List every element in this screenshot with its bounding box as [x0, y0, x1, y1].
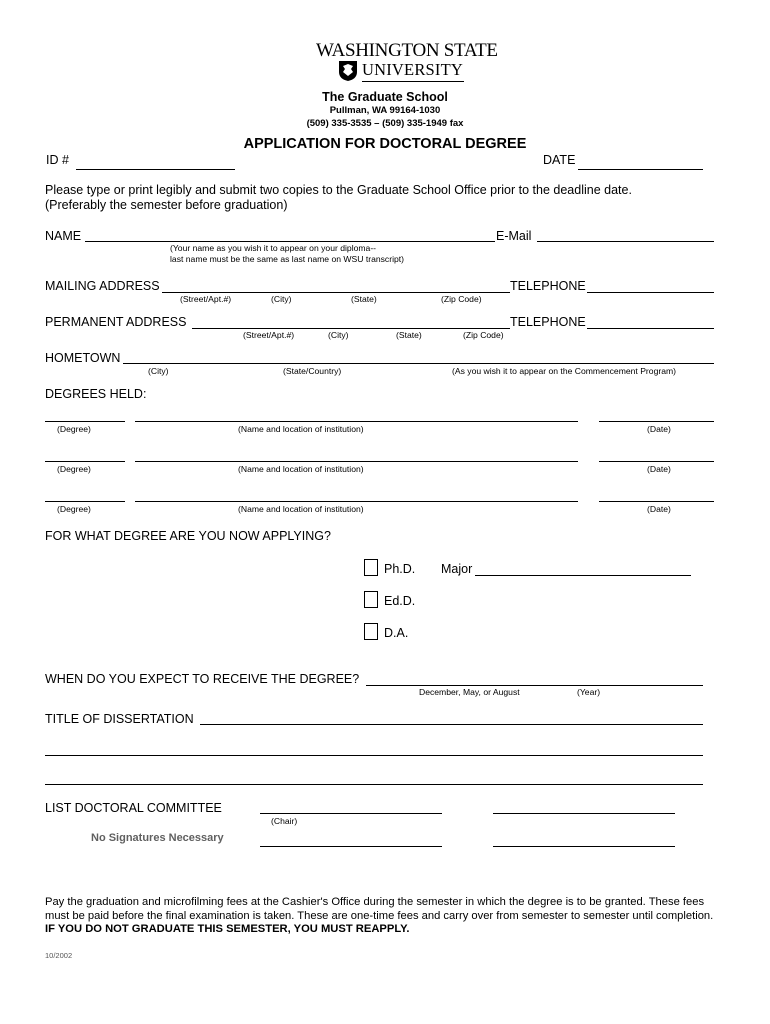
name-hint-1: (Your name as you wish it to appear on your diploma-- [170, 243, 377, 253]
committee-member-field-1[interactable] [493, 797, 675, 814]
mailing-street-hint: (Street/Apt.#) [180, 294, 232, 304]
institution-1-hint: (Name and location of institution) [238, 424, 364, 434]
permanent-state-hint: (State) [396, 330, 422, 340]
instructions-line-2: (Preferably the semester before graduation) [45, 198, 288, 212]
hometown-commencement-hint: (As you wish it to appear on the Commencement Program) [452, 366, 677, 376]
mailing-address-field[interactable] [162, 276, 510, 293]
hometown-city-hint: (City) [148, 366, 169, 376]
phd-checkbox[interactable] [364, 559, 378, 576]
permanent-zip-hint: (Zip Code) [463, 330, 504, 340]
major-label: Major [441, 562, 473, 576]
dissertation-title-field-3[interactable] [45, 768, 703, 785]
name-field[interactable] [85, 225, 495, 242]
dissertation-title-field-2[interactable] [45, 739, 703, 756]
fees-note-1: Pay the graduation and microfilming fees at the Cashier's Office during the semester in which the degree is to be granted. These fees [45, 896, 705, 908]
degree-date-1-hint: (Date) [647, 424, 671, 434]
school-address: Pullman, WA 99164-1030 [329, 105, 441, 116]
institution-2-hint: (Name and location of institution) [238, 464, 364, 474]
phd-label: Ph.D. [384, 562, 416, 576]
da-checkbox[interactable] [364, 623, 378, 640]
hometown-field[interactable] [123, 347, 714, 364]
permanent-telephone-field[interactable] [587, 312, 714, 329]
committee-chair-field[interactable] [260, 797, 442, 814]
dissertation-title-field-1[interactable] [200, 708, 703, 725]
wsu-logo [316, 40, 498, 90]
form-code: 10/2002 [45, 951, 73, 960]
edd-checkbox[interactable] [364, 591, 378, 608]
degree-1-field[interactable] [45, 405, 125, 422]
institution-3-field[interactable] [135, 485, 578, 502]
date-label: DATE [543, 153, 576, 167]
university-name-line1: WASHINGTON STATE [316, 40, 498, 61]
degree-3-hint: (Degree) [57, 504, 91, 514]
expect-question: WHEN DO YOU EXPECT TO RECEIVE THE DEGREE? [45, 672, 360, 686]
mailing-telephone-label: TELEPHONE [510, 279, 586, 293]
degree-1-hint: (Degree) [57, 424, 91, 434]
committee-label: LIST DOCTORAL COMMITTEE [45, 801, 222, 815]
committee-member-field-2[interactable] [260, 830, 442, 847]
degree-date-2-field[interactable] [599, 445, 714, 462]
degree-date-1-field[interactable] [599, 405, 714, 422]
cougar-seal-icon [338, 60, 358, 82]
degree-3-field[interactable] [45, 485, 125, 502]
major-field[interactable] [475, 559, 691, 576]
degrees-held-label: DEGREES HELD: [45, 387, 147, 401]
permanent-city-hint: (City) [328, 330, 349, 340]
committee-member-field-3[interactable] [493, 830, 675, 847]
mailing-zip-hint: (Zip Code) [441, 294, 482, 304]
permanent-street-hint: (Street/Apt.#) [243, 330, 295, 340]
name-label: NAME [45, 229, 82, 243]
expect-year-hint: (Year) [577, 687, 601, 697]
university-name-line2: UNIVERSITY [362, 60, 463, 79]
instructions-line-1: Please type or print legibly and submit two copies to the Graduate School Office prior to the deadline date. [45, 183, 632, 197]
email-label: E-Mail [496, 229, 532, 243]
email-field[interactable] [537, 225, 714, 242]
school-phone: (509) 335-3535 – (509) 335-1949 fax [306, 118, 464, 129]
name-hint-2: last name must be the same as last name on WSU transcript) [170, 254, 405, 264]
permanent-telephone-label: TELEPHONE [510, 315, 586, 329]
mailing-telephone-field[interactable] [587, 276, 714, 293]
fees-note-2: must be paid before the final examination is taken. These are one-time fees and carry over from semester to semester until completion. [45, 910, 714, 922]
id-label: ID # [46, 153, 69, 167]
degree-date-2-hint: (Date) [647, 464, 671, 474]
hometown-label: HOMETOWN [45, 351, 121, 365]
degree-date-3-field[interactable] [599, 485, 714, 502]
degree-2-field[interactable] [45, 445, 125, 462]
degree-date-3-hint: (Date) [647, 504, 671, 514]
dissertation-label: TITLE OF DISSERTATION [45, 712, 194, 726]
no-signatures-note: No Signatures Necessary [91, 832, 224, 844]
id-field[interactable] [76, 153, 235, 170]
expect-term-hint: December, May, or August [419, 687, 520, 697]
institution-3-hint: (Name and location of institution) [238, 504, 364, 514]
mailing-address-label: MAILING ADDRESS [45, 279, 160, 293]
degree-2-hint: (Degree) [57, 464, 91, 474]
date-field[interactable] [578, 153, 703, 170]
permanent-address-field[interactable] [192, 312, 510, 329]
expected-date-field[interactable] [366, 669, 703, 686]
reapply-warning: IF YOU DO NOT GRADUATE THIS SEMESTER, YOU MUST REAPPLY. [45, 923, 410, 935]
edd-label: Ed.D. [384, 594, 416, 608]
applying-question: FOR WHAT DEGREE ARE YOU NOW APPLYING? [45, 529, 331, 543]
da-label: D.A. [384, 626, 409, 640]
hometown-state-country-hint: (State/Country) [283, 366, 342, 376]
logo-underline [362, 81, 464, 82]
mailing-state-hint: (State) [351, 294, 377, 304]
form-title: APPLICATION FOR DOCTORAL DEGREE [243, 136, 527, 152]
institution-2-field[interactable] [135, 445, 578, 462]
institution-1-field[interactable] [135, 405, 578, 422]
school-name: The Graduate School [322, 90, 448, 104]
chair-hint: (Chair) [271, 816, 298, 826]
mailing-city-hint: (City) [271, 294, 292, 304]
permanent-address-label: PERMANENT ADDRESS [45, 315, 187, 329]
